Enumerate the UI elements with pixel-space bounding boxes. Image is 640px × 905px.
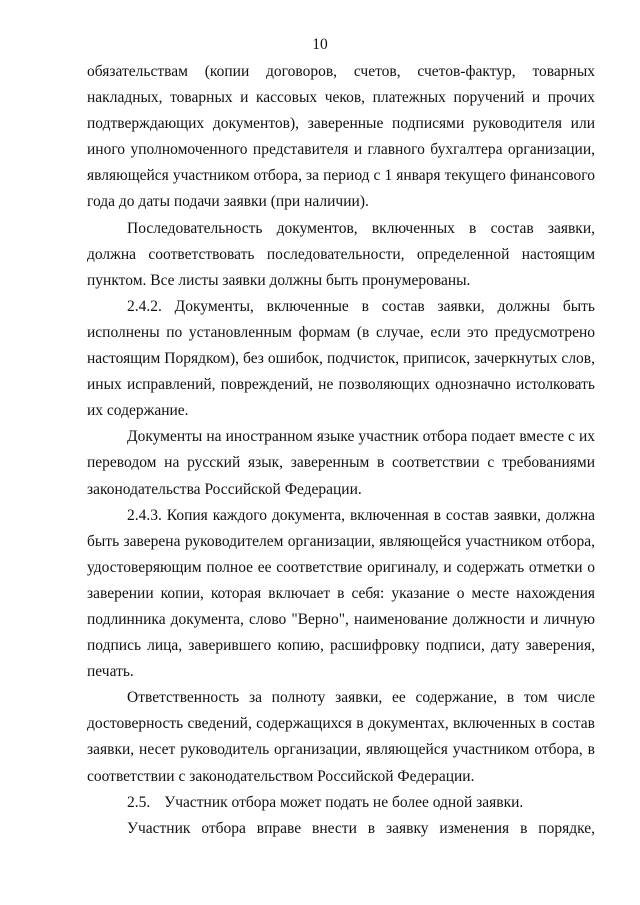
- paragraph-changes: Участник отбора вправе внести в заявку изменения в порядке,: [127, 819, 595, 837]
- paragraph-responsibility: Ответственность за полноту заявки, ее содержание, в том числе достоверность сведений, содержащихся в документах, включенных в состав заявки, несет руководитель организации, являющейся участником отбора, в соответствии с законодательством Российской Федерации.: [87, 689, 595, 785]
- paragraph-2-4-2: 2.4.2. Документы, включенные в состав заявки, должны быть исполнены по установленным формам (в случае, если это предусмотрено настоящим Порядком), без ошибок, подчисток, приписок, зачеркнутых слов, иных исправлений, повреждений, не позволяющих однозначно истолковать их содержание.: [87, 297, 595, 420]
- paragraph-2-4-3: 2.4.3. Копия каждого документа, включенная в состав заявки, должна быть заверена руководителем организации, являющейся участником отбора, удостоверяющим полное ее соответствие оригиналу, и содержать отметки о заверении копии, которая включает в себя: указание о месте нахождения подлинника документа, слово "Верно", наименование должности и личную подпись лица, заверившего копию, расшифровку подписи, дату заверения, печать.: [87, 506, 595, 681]
- document-body: [87, 59, 595, 842]
- paragraph-foreign-language: Документы на иностранном языке участник отбора подает вместе с их переводом на русский язык, заверенным в соответствии с требованиями законодательства Российской Федерации.: [87, 428, 595, 498]
- paragraph-continuation: обязательствам (копии договоров, счетов, счетов-фактур, товарных накладных, товарных и кассовых чеков, платежных поручений и прочих подтверждающих документов), заверенные подписями руководителя или иного уполномоченного представителя и главного бухгалтера организации, являющейся участником отбора, за период с 1 января текущего финансового года до даты подачи заявки (при наличии).: [87, 63, 595, 211]
- page-number: 10: [312, 36, 328, 53]
- clause-number: 2.5.: [127, 793, 151, 811]
- paragraph-2-5: [87, 790, 595, 816]
- clause-text: Участник отбора может подать не более одной заявки.: [164, 793, 524, 811]
- paragraph-document-sequence: Последовательность документов, включенных в состав заявки, должна соответствовать последовательности, определенной настоящим пунктом. Все листы заявки должны быть пронумерованы.: [87, 219, 595, 289]
